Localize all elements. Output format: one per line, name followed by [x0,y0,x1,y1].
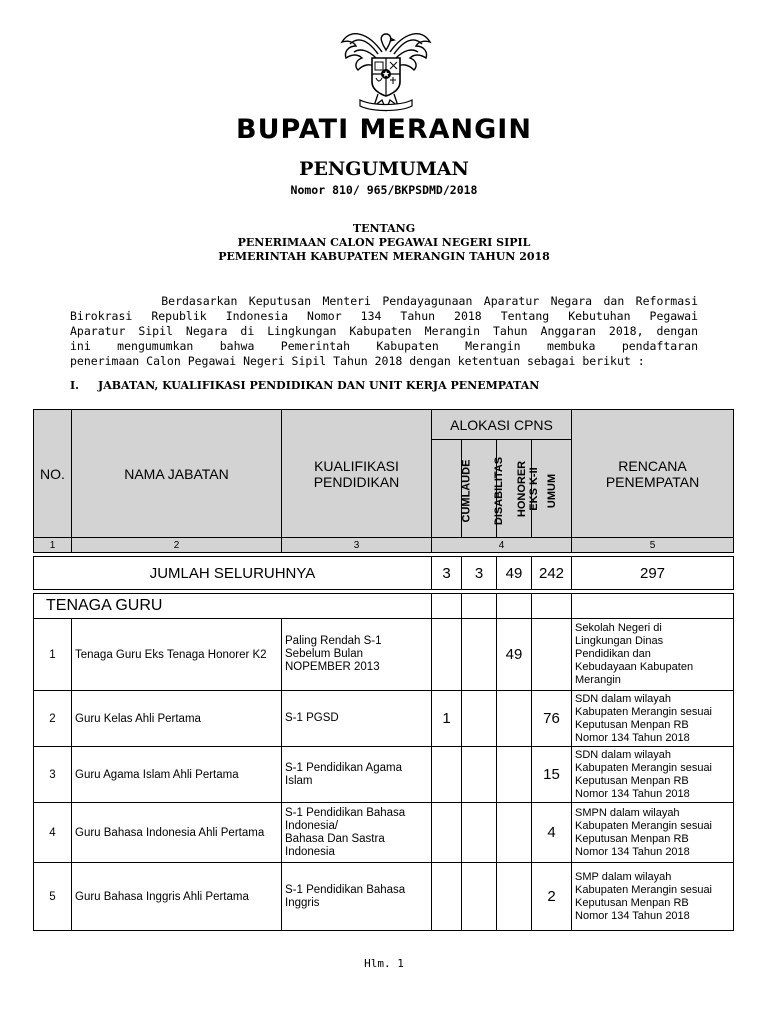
rencana-line: Sekolah Negeri di [575,622,662,634]
row-honorer [497,691,532,747]
rencana-line: Merangin [575,674,621,686]
garuda-emblem [338,22,434,114]
intro-line-2: Birokrasi Republik Indonesia Nomor 134 Tahun 2018 Tentang Kebutuhan Pegawai [70,309,698,323]
header-alokasi: ALOKASI CPNS [432,410,572,440]
total-honorer: 49 [497,557,532,590]
rencana-line: Nomor 134 Tahun 2018 [575,731,690,744]
row-cumlaude [432,863,462,931]
row-kualifikasi [282,803,432,863]
intro-line-5: penerimaan Calon Pegawai Negeri Sipil Tahun 2018 dengan ketentuan sebagai berikut : [70,354,645,368]
row-honorer [497,863,532,931]
row-rencana [572,803,734,863]
row-honorer [497,747,532,803]
rencana-line: SDN dalam wilayah [575,692,671,705]
table-row [34,747,734,803]
kualifikasi-line: Indonesia [285,845,335,858]
row-number: 1 [34,619,72,691]
total-label: JUMLAH SELURUHNYA [34,557,432,590]
row-umum: 76 [532,691,572,747]
row-rencana [572,691,734,747]
kualifikasi-line: Islam [285,774,313,787]
kualifikasi-line: NOPEMBER 2013 [285,661,380,673]
kualifikasi-line: S-1 Pendidikan Bahasa [285,883,406,896]
rencana-line: Keputusan Menpan RB [575,774,689,787]
intro-line-1: Berdasarkan Keputusan Menteri Pendayagunaan Aparatur Negara dan Reformasi [70,294,698,308]
row-kualifikasi [282,619,432,691]
row-umum: 4 [532,803,572,863]
row-umum [532,619,572,691]
document-heading: BUPATI MERANGIN [236,114,532,145]
header-disabilitas: DISABILITAS [462,440,497,538]
announcement-title: PENGUMUMAN [299,158,469,180]
announcement-subject [0,222,768,264]
rencana-line: Pendidikan dan [575,648,651,660]
rencana-line: SMP dalam wilayah [575,870,672,883]
row-disabilitas [462,619,497,691]
total-umum: 242 [532,557,572,590]
rencana-line: Nomor 134 Tahun 2018 [575,845,690,858]
column-number: 1 [34,538,72,553]
rencana-line: Kebudayaan Kabupaten [575,661,694,673]
table-row [34,803,734,863]
kualifikasi-line: S-1 Pendidikan Agama [285,761,402,774]
row-number: 4 [34,803,72,863]
row-jabatan: Guru Agama Islam Ahli Pertama [72,747,282,803]
header-honorer-line-1: HONORER [516,460,529,517]
row-jabatan: Guru Bahasa Indonesia Ahli Pertama [72,803,282,863]
positions-table [33,409,734,931]
row-disabilitas [462,863,497,931]
column-number: 3 [282,538,432,553]
page-number: Hlm. 1 [364,957,404,970]
row-number: 5 [34,863,72,931]
header-no: NO. [34,410,72,538]
rencana-line: Keputusan Menpan RB [575,832,689,845]
kualifikasi-line: Bahasa Dan Sastra [285,832,385,845]
row-rencana [572,747,734,803]
row-kualifikasi [282,747,432,803]
intro-line-3: Aparatur Sipil Negara di Lingkungan Kabupaten Merangin Tahun Anggaran 2018, dengan [70,324,698,338]
row-cumlaude: 1 [432,691,462,747]
header-honorer-line-2: EKS K-II [528,466,541,511]
row-kualifikasi [282,863,432,931]
header-kualifikasi: KUALIFIKASI PENDIDIKAN [282,410,432,538]
kualifikasi-line: Inggris [285,896,320,909]
row-jabatan: Guru Kelas Ahli Pertama [72,691,282,747]
announcement-number: Nomor 810/ 965/BKPSDMD/2018 [290,183,478,197]
row-jabatan: Guru Bahasa Inggris Ahli Pertama [72,863,282,931]
total-rencana: 297 [572,557,734,590]
row-kualifikasi [282,691,432,747]
rencana-line: Lingkungan Dinas [575,635,664,647]
intro-paragraph [70,294,698,369]
total-row [34,557,734,590]
total-cumlaude: 3 [432,557,462,590]
row-rencana [572,863,734,931]
group-row [34,594,734,619]
rencana-line: Kabupaten Merangin sesuai [575,819,712,832]
section-heading [70,379,539,392]
row-disabilitas [462,803,497,863]
rencana-line: Nomor 134 Tahun 2018 [575,787,690,800]
row-number: 3 [34,747,72,803]
header-umum: UMUM [532,440,572,538]
subject-line-1: TENTANG [352,222,416,235]
section-number: I. [70,379,79,392]
kualifikasi-line: S-1 Pendidikan Bahasa [285,806,406,819]
header-rencana: RENCANA PENEMPATAN [572,410,734,538]
subject-line-2: PENERIMAAN CALON PEGAWAI NEGERI SIPIL [237,236,531,249]
row-cumlaude [432,747,462,803]
kualifikasi-line: S-1 PGSD [285,712,339,724]
rencana-line: SMPN dalam wilayah [575,806,680,819]
table-row [34,863,734,931]
table-row [34,619,734,691]
row-rencana [572,619,734,691]
row-disabilitas [462,747,497,803]
row-disabilitas [462,691,497,747]
rencana-line: Keputusan Menpan RB [575,718,689,731]
rencana-line: Kabupaten Merangin sesuai [575,883,712,896]
intro-line-4: ini mengumumkan bahwa Pemerintah Kabupaten Merangin membuka pendaftaran [70,339,698,353]
row-number: 2 [34,691,72,747]
row-cumlaude [432,619,462,691]
column-number: 4 [432,538,572,553]
subject-line-3: PEMERINTAH KABUPATEN MERANGIN TAHUN 2018 [218,250,550,263]
rencana-line: SDN dalam wilayah [575,748,671,761]
row-umum: 15 [532,747,572,803]
row-honorer [497,803,532,863]
column-number: 5 [572,538,734,553]
column-number-row [34,538,734,553]
rencana-line: Kabupaten Merangin sesuai [575,761,712,774]
kualifikasi-line: Sebelum Bulan [285,648,363,660]
group-label: TENAGA GURU [34,594,432,619]
row-jabatan: Tenaga Guru Eks Tenaga Honorer K2 [72,619,282,691]
column-number: 2 [72,538,282,553]
header-cumlaude: CUMLAUDE [432,440,462,538]
row-honorer: 49 [497,619,532,691]
row-umum: 2 [532,863,572,931]
header-jabatan: NAMA JABATAN [72,410,282,538]
rencana-line: Keputusan Menpan RB [575,896,689,909]
rencana-line: Nomor 134 Tahun 2018 [575,909,690,922]
total-disabilitas: 3 [462,557,497,590]
row-cumlaude [432,803,462,863]
kualifikasi-line: Indonesia/ [285,819,339,832]
section-title: JABATAN, KUALIFIKASI PENDIDIKAN DAN UNIT KERJA PENEMPATAN [98,379,540,392]
kualifikasi-line: Paling Rendah S-1 [285,635,382,647]
rencana-line: Kabupaten Merangin sesuai [575,705,712,718]
table-row [34,691,734,747]
